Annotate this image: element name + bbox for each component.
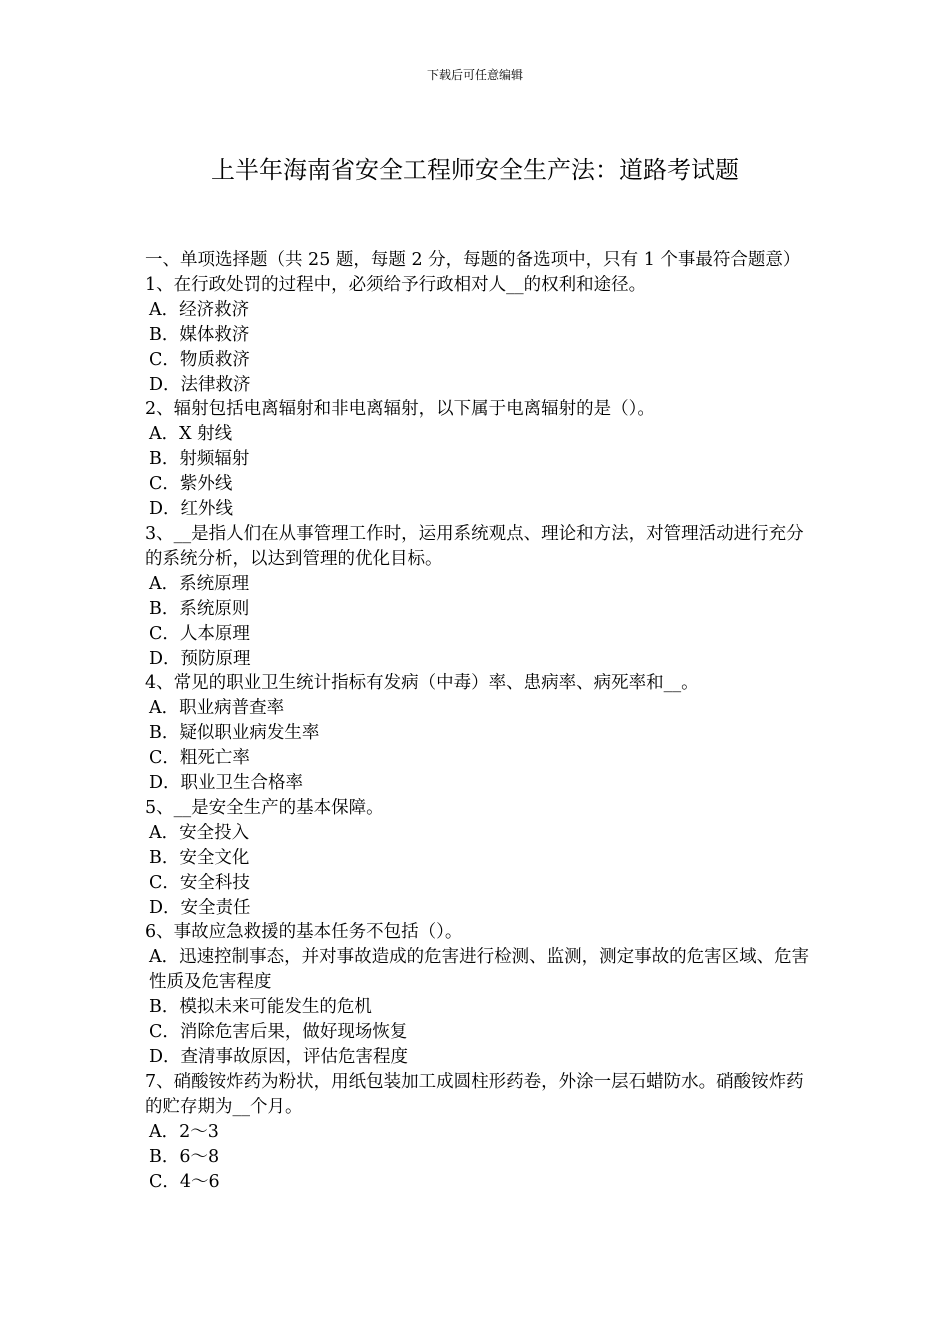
- question-3: [145, 522, 810, 671]
- question-7: [145, 1070, 810, 1195]
- option-d: D．预防原理: [149, 648, 251, 669]
- page-header: 下载后可任意编辑: [426, 68, 523, 82]
- option-b: B．安全文化: [149, 847, 250, 868]
- option-a: A．2～3: [149, 1121, 219, 1142]
- option-a: A．职业病普查率: [149, 698, 285, 719]
- option-c: C．粗死亡率: [149, 748, 250, 769]
- option-d: D．法律救济: [149, 374, 251, 395]
- option-d: D．红外线: [149, 499, 234, 520]
- question-4: [145, 671, 810, 796]
- question-stem: 1、在行政处罚的过程中，必须给予行政相对人__的权利和途径。: [145, 274, 647, 295]
- option-a: A．系统原理: [149, 573, 250, 594]
- option-a: A．X 射线: [149, 424, 233, 445]
- option-b: B．系统原则: [149, 598, 250, 619]
- question-stem: 5、__是安全生产的基本保障。: [145, 797, 384, 818]
- question-stem: 7、硝酸铵炸药为粉状，用纸包装加工成圆柱形药卷，外涂一层石蜡防水。硝酸铵炸药的贮存期为__个月。: [145, 1071, 804, 1117]
- document-body: [145, 248, 810, 1194]
- option-c: C．物质救济: [149, 349, 250, 370]
- question-stem: 4、常见的职业卫生统计指标有发病（中毒）率、患病率、病死率和__。: [145, 673, 699, 694]
- option-a: A．迅速控制事态，并对事故造成的危害进行检测、监测，测定事故的危害区域、危害性质及危害程度: [149, 947, 810, 993]
- option-c: C．4～6: [149, 1171, 220, 1192]
- question-stem: 6、事故应急救援的基本任务不包括（）。: [145, 922, 463, 943]
- option-b: B．疑似职业病发生率: [149, 723, 320, 744]
- question-stem: 3、__是指人们在从事管理工作时，运用系统观点、理论和方法，对管理活动进行充分的系统分析，以达到管理的优化目标。: [145, 523, 804, 569]
- question-stem: 2、辐射包括电离辐射和非电离辐射，以下属于电离辐射的是（）。: [145, 399, 655, 420]
- option-b: B．射频辐射: [149, 449, 250, 470]
- option-c: C．人本原理: [149, 623, 250, 644]
- document-title: 上半年海南省安全工程师安全生产法：道路考试题: [211, 156, 739, 184]
- option-a: A．经济救济: [149, 299, 250, 320]
- option-b: B．模拟未来可能发生的危机: [149, 997, 372, 1018]
- option-c: C．紫外线: [149, 474, 233, 495]
- question-5: [145, 796, 810, 921]
- option-d: D．安全责任: [149, 897, 251, 918]
- question-1: [145, 273, 810, 398]
- question-2: [145, 397, 810, 522]
- question-6: [145, 920, 810, 1069]
- option-c: C．安全科技: [149, 872, 250, 893]
- option-b: B．6～8: [149, 1146, 220, 1167]
- option-c: C．消除危害后果，做好现场恢复: [149, 1022, 408, 1043]
- section-heading: 一、单项选择题（共 25 题，每题 2 分，每题的备选项中，只有 1 个事最符合题意）: [145, 250, 801, 270]
- option-d: D．职业卫生合格率: [149, 773, 304, 794]
- option-b: B．媒体救济: [149, 324, 250, 345]
- option-d: D．查清事故原因，评估危害程度: [149, 1047, 409, 1067]
- option-a: A．安全投入: [149, 822, 250, 843]
